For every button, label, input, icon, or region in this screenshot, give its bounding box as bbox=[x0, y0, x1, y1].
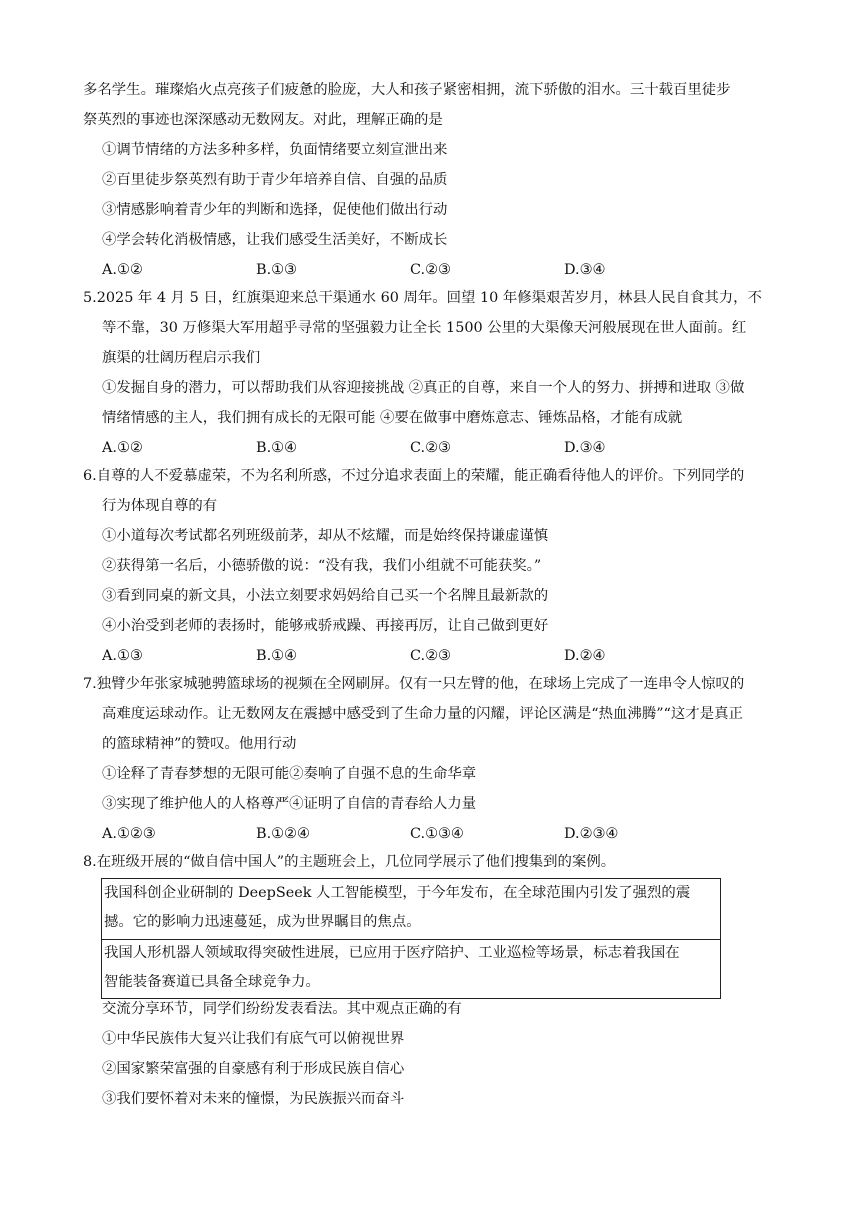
q5-stem-line-3: 旗渠的壮阔历程启示我们 bbox=[102, 350, 261, 366]
q4-statement-4: ④学会转化消极情感，让我们感受生活美好，不断成长 bbox=[102, 232, 448, 248]
q4-statement-1: ①调节情绪的方法多种多样，负面情绪要立刻宣泄出来 bbox=[102, 142, 448, 158]
q6-statement-4: ④小治受到老师的表扬时，能够戒骄戒躁、再接再厉，让自己做到更好 bbox=[102, 618, 549, 634]
q7-choice-c[interactable]: C.①③④ bbox=[410, 826, 464, 842]
q5-stem-line-1: 5.2025 年 4 月 5 日，红旗渠迎来总干渠通水 60 周年。回望 10 年修渠艰苦岁月，林县人民自食其力，不 bbox=[83, 290, 762, 306]
q4-statement-2: ②百里徒步祭英烈有助于青少年培养自信、自强的品质 bbox=[102, 172, 448, 188]
q4-stem-line-1: 多名学生。璀璨焰火点亮孩子们疲惫的脸庞，大人和孩子紧密相拥，流下骄傲的泪水。三十载百里徒步 bbox=[83, 82, 731, 98]
q5-statement-line-2: 情绪情感的主人，我们拥有成长的无限可能 ④要在做事中磨炼意志、锤炼品格，才能有成就 bbox=[102, 410, 683, 426]
case-deepseek-line-1: 我国科创企业研制的 DeepSeek 人工智能模型，于今年发布，在全球范围内引发了强烈的震 bbox=[104, 885, 691, 901]
case-deepseek bbox=[102, 879, 720, 939]
q6-choice-b[interactable]: B.①④ bbox=[256, 648, 297, 664]
case-deepseek-line-2: 撼。它的影响力迅速蔓延，成为世界瞩目的焦点。 bbox=[104, 914, 421, 930]
q6-choice-c[interactable]: C.②③ bbox=[410, 648, 451, 664]
q5-stem-line-2: 等不靠，30 万修渠大军用超乎寻常的坚强毅力让全长 1500 公里的大渠像天河般展现在世人面前。红 bbox=[102, 320, 747, 336]
q7-choice-a[interactable]: A.①②③ bbox=[102, 826, 156, 842]
q7-choice-d[interactable]: D.②③④ bbox=[564, 826, 619, 842]
q7-stem-line-2: 高难度运球动作。让无数网友在震撼中感受到了生命力量的闪耀，评论区满是“热血沸腾”“这才是真正 bbox=[102, 706, 743, 722]
case-robot-line-2: 智能装备赛道已具备全球竞争力。 bbox=[104, 974, 320, 990]
q6-choice-a[interactable]: A.①③ bbox=[102, 648, 143, 664]
q5-choice-a[interactable]: A.①② bbox=[102, 440, 143, 456]
q8-prompt: 交流分享环节，同学们纷纷发表看法。其中观点正确的有 bbox=[102, 1001, 462, 1017]
case-box bbox=[101, 878, 721, 999]
q4-choice-b[interactable]: B.①③ bbox=[256, 262, 297, 278]
q7-statement-line-1: ①诠释了青春梦想的无限可能②奏响了自强不息的生命华章 bbox=[102, 766, 477, 782]
q6-statement-2: ②获得第一名后，小德骄傲的说：“没有我，我们小组就不可能获奖。” bbox=[102, 558, 542, 574]
q7-stem-line-1: 7.独臂少年张家城驰骋篮球场的视频在全网刷屏。仅有一只左臂的他，在球场上完成了一连串令人惊叹的 bbox=[83, 676, 745, 692]
q8-stem: 8.在班级开展的“做自信中国人”的主题班会上，几位同学展示了他们搜集到的案例。 bbox=[83, 854, 616, 870]
q4-stem-line-2: 祭英烈的事迹也深深感动无数网友。对此，理解正确的是 bbox=[83, 112, 443, 128]
q7-statement-line-2: ③实现了维护他人的人格尊严④证明了自信的青春给人力量 bbox=[102, 796, 477, 812]
q6-stem-line-2: 行为体现自尊的有 bbox=[102, 498, 218, 514]
q5-choice-b[interactable]: B.①④ bbox=[256, 440, 297, 456]
q8-statement-1: ①中华民族伟大复兴让我们有底气可以俯视世界 bbox=[102, 1031, 405, 1047]
q8-statement-2: ②国家繁荣富强的自豪感有利于形成民族自信心 bbox=[102, 1061, 405, 1077]
q6-statement-1: ①小道每次考试都名列班级前茅，却从不炫耀，而是始终保持谦虚谨慎 bbox=[102, 528, 549, 544]
case-robot bbox=[102, 939, 720, 998]
q6-statement-3: ③看到同桌的新文具，小法立刻要求妈妈给自己买一个名牌且最新款的 bbox=[102, 588, 549, 604]
case-robot-line-1: 我国人形机器人领域取得突破性进展，已应用于医疗陪护、工业巡检等场景，标志着我国在 bbox=[104, 945, 680, 961]
q7-stem-line-3: 的篮球精神”的赞叹。他用行动 bbox=[102, 736, 297, 752]
q5-statement-line-1: ①发掘自身的潜力，可以帮助我们从容迎接挑战 ②真正的自尊，来自一个人的努力、拼搏和进取 ③做 bbox=[102, 380, 745, 396]
q4-choice-c[interactable]: C.②③ bbox=[410, 262, 451, 278]
q6-stem-line-1: 6.自尊的人不爱慕虚荣，不为名利所惑，不过分追求表面上的荣耀，能正确看待他人的评价。下列同学的 bbox=[83, 468, 745, 484]
q6-choice-d[interactable]: D.②④ bbox=[564, 648, 606, 664]
q4-choice-a[interactable]: A.①② bbox=[102, 262, 143, 278]
q5-choice-c[interactable]: C.②③ bbox=[410, 440, 451, 456]
q7-choice-b[interactable]: B.①②④ bbox=[256, 826, 310, 842]
q5-choice-d[interactable]: D.③④ bbox=[564, 440, 606, 456]
q4-statement-3: ③情感影响着青少年的判断和选择，促使他们做出行动 bbox=[102, 202, 448, 218]
q4-choice-d[interactable]: D.③④ bbox=[564, 262, 606, 278]
q8-statement-3: ③我们要怀着对未来的憧憬，为民族振兴而奋斗 bbox=[102, 1091, 405, 1107]
